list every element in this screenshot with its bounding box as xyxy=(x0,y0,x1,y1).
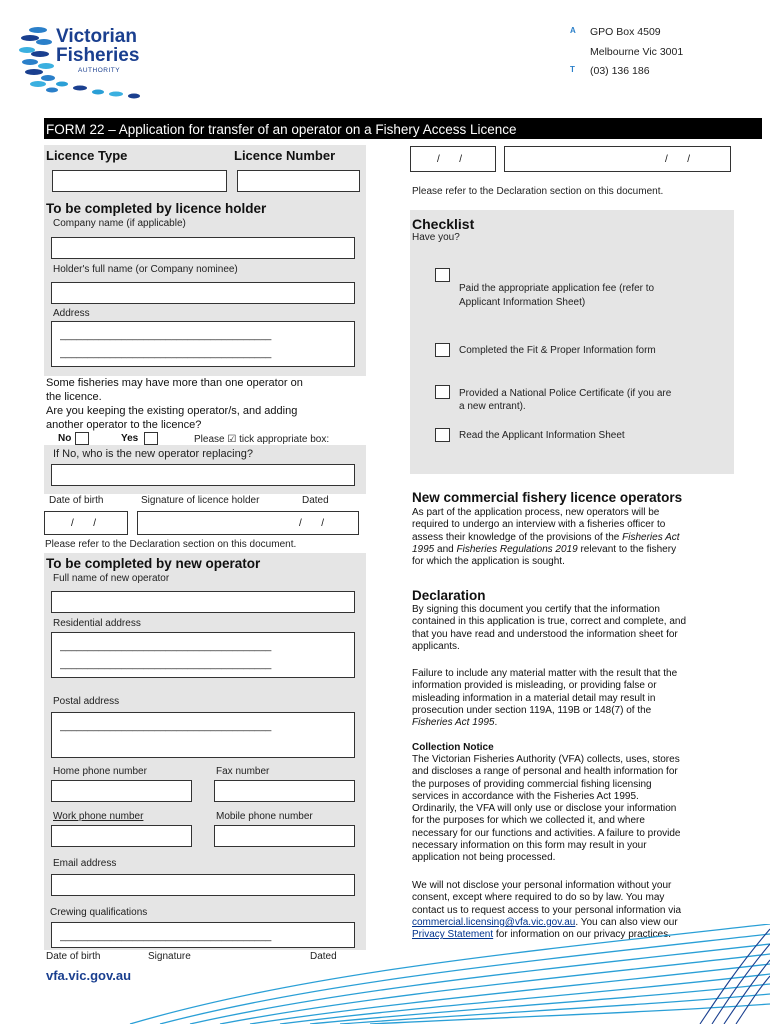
checklist-fee-text-2: Applicant Information Sheet) xyxy=(459,297,586,308)
licence-type-label: Licence Type xyxy=(46,148,128,163)
dob2-label: Date of birth xyxy=(46,951,101,962)
collection-notice-heading: Collection Notice xyxy=(412,742,494,753)
work-phone-label: Work phone number xyxy=(53,811,144,822)
holder-name-label: Holder's full name (or Company nominee) xyxy=(53,264,238,275)
checklist-police-text-2: a new entrant). xyxy=(459,401,526,412)
email-input[interactable] xyxy=(51,874,355,896)
new-operator-heading: To be completed by new operator xyxy=(46,556,261,571)
checklist-fit-proper-checkbox[interactable] xyxy=(435,343,450,357)
tel-number: (03) 136 186 xyxy=(590,65,650,77)
checklist-fee-checkbox[interactable] xyxy=(435,268,450,282)
holder-signature-input[interactable] xyxy=(137,511,359,535)
logo-text-1: Victorian xyxy=(56,26,137,47)
dated2-label: Dated xyxy=(310,951,337,962)
checklist-police-text-1: Provided a National Police Certificate (if you are xyxy=(459,388,672,399)
dob-label: Date of birth xyxy=(49,495,104,506)
holder-heading: To be completed by licence holder xyxy=(46,201,267,216)
declaration-heading: Declaration xyxy=(412,588,486,603)
fax-label: Fax number xyxy=(216,766,270,777)
date-separator: / / xyxy=(299,518,325,529)
declaration-text: By signing this document you certify that the information contained in this application is true, correct and complete, and that you have read and understood the information sheet for applicants. xyxy=(412,604,687,652)
yes-label: Yes xyxy=(121,433,139,444)
home-phone-label: Home phone number xyxy=(53,766,147,777)
holder-dob-input[interactable] xyxy=(44,511,128,535)
multi-operator-q3: Are you keeping the existing operator/s, and adding xyxy=(46,405,298,417)
wave-line-icon xyxy=(52,74,152,104)
collection-notice-text: The Victorian Fisheries Authority (VFA) collects, uses, stores and discloses a range of personal and health information for the purposes of providing commercial fishing licensing services in accordance with the Fisheries Act 1995. Ordinarily, the VFA will only use or disclose your information for the purposes for which we collected it, and where necessary for our functions and activities. A failure to provide necessary information on this form may result in your application not being processed. xyxy=(412,754,681,864)
date-separator: / / xyxy=(665,154,691,165)
crewing-label: Crewing qualifications xyxy=(50,907,148,918)
crewing-line: ______________________________________ xyxy=(60,931,272,942)
postal-address-label: Postal address xyxy=(53,696,120,707)
dated-label: Dated xyxy=(302,495,329,506)
address-label-field: Address xyxy=(53,308,90,319)
postal-address-input[interactable] xyxy=(51,712,355,758)
holder-name-input[interactable] xyxy=(51,282,355,304)
checklist-info-sheet-checkbox[interactable] xyxy=(435,428,450,442)
work-phone-input[interactable] xyxy=(51,825,192,847)
company-name-label: Company name (if applicable) xyxy=(53,218,186,229)
signature-label: Signature xyxy=(148,951,191,962)
no-label: No xyxy=(58,433,72,444)
logo-text-2: Fisheries xyxy=(56,45,140,66)
no-checkbox[interactable] xyxy=(75,432,89,445)
checklist-info-sheet-text: Read the Applicant Information Sheet xyxy=(459,430,625,441)
licence-number-input[interactable] xyxy=(237,170,360,192)
checklist-fee-text-1: Paid the appropriate application fee (refer to xyxy=(459,283,655,294)
footer-url[interactable]: vfa.vic.gov.au xyxy=(46,968,132,983)
address-label: A xyxy=(570,26,576,35)
right-date-input-1[interactable] xyxy=(410,146,496,172)
mobile-input[interactable] xyxy=(214,825,355,847)
logo-text-3: AUTHORITY xyxy=(78,67,121,74)
new-operator-name-label: Full name of new operator xyxy=(53,573,170,584)
fax-input[interactable] xyxy=(214,780,355,802)
logo xyxy=(18,22,168,102)
tel-label: T xyxy=(570,65,575,74)
new-operators-heading: New commercial fishery licence operators xyxy=(412,490,683,505)
tick-note: Please ☑ tick appropriate box: xyxy=(194,434,330,445)
address-line-2: Melbourne Vic 3001 xyxy=(590,46,684,58)
holder-signature-label: Signature of licence holder xyxy=(141,495,260,506)
address-line: ______________________________________ xyxy=(60,348,272,359)
residential-address-label: Residential address xyxy=(53,618,141,629)
licence-type-input[interactable] xyxy=(52,170,227,192)
checklist-police-checkbox[interactable] xyxy=(435,385,450,399)
non-disclosure-text: We will not disclose your personal information without your consent, except where required to do so by law. You may contact us to request access to your personal information via commercial.licensing@vfa.vic.gov.au. You can also view our Privacy Statement for information on our privacy practices. xyxy=(412,880,682,941)
email-label: Email address xyxy=(53,858,117,869)
refer-declaration-left: Please refer to the Declaration section on this document. xyxy=(45,539,297,550)
have-you-label: Have you? xyxy=(412,232,460,243)
address-line: ______________________________________ xyxy=(60,721,272,732)
residential-address-input[interactable] xyxy=(51,632,355,678)
refer-declaration-right: Please refer to the Declaration section on this document. xyxy=(412,186,664,197)
yes-checkbox[interactable] xyxy=(144,432,158,445)
holder-address-input[interactable] xyxy=(51,321,355,367)
right-signature-input[interactable] xyxy=(504,146,731,172)
licence-number-label: Licence Number xyxy=(234,148,336,163)
address-line: ______________________________________ xyxy=(60,330,272,341)
new-operator-name-input[interactable] xyxy=(51,591,355,613)
checklist-heading: Checklist xyxy=(412,216,475,232)
company-name-input[interactable] xyxy=(51,237,355,259)
address-line-1: GPO Box 4509 xyxy=(590,26,661,38)
failure-text: Failure to include any material matter with the result that the information provided is misleading, or providing false or misleading information in a material detail may result in prosecution under section 119A, 119B or 148(7) of the Fisheries Act 1995. xyxy=(412,668,678,729)
form-title: FORM 22 – Application for transfer of an operator on a Fishery Access Licence xyxy=(46,122,517,137)
mobile-label: Mobile phone number xyxy=(216,811,313,822)
replacing-label: If No, who is the new operator replacing? xyxy=(53,448,253,460)
multi-operator-q4: another operator to the licence? xyxy=(46,419,202,431)
date-separator: / / xyxy=(71,518,97,529)
multi-operator-q2: the licence. xyxy=(46,391,102,403)
new-operators-text: As part of the application process, new operators will be required to undergo an interview with a fisheries officer to assess their knowledge of the provisions of the Fisheries Act 1995 and Fisheries Regulations 2019 relevant to the fishery for which the application is sought. xyxy=(412,507,680,568)
checklist-fit-proper-text: Completed the Fit & Proper Information form xyxy=(459,345,656,356)
replacing-input[interactable] xyxy=(51,464,355,486)
home-phone-input[interactable] xyxy=(51,780,192,802)
date-separator: / / xyxy=(437,154,463,165)
form-title-bar xyxy=(44,118,762,139)
address-line: ______________________________________ xyxy=(60,659,272,670)
email-link[interactable]: commercial.licensing@vfa.vic.gov.au xyxy=(412,916,576,928)
multi-operator-q1: Some fisheries may have more than one operator on xyxy=(46,377,303,389)
address-line: ______________________________________ xyxy=(60,641,272,652)
privacy-statement-link[interactable]: Privacy Statement xyxy=(412,929,494,941)
wave-lines-icon xyxy=(0,924,770,1024)
